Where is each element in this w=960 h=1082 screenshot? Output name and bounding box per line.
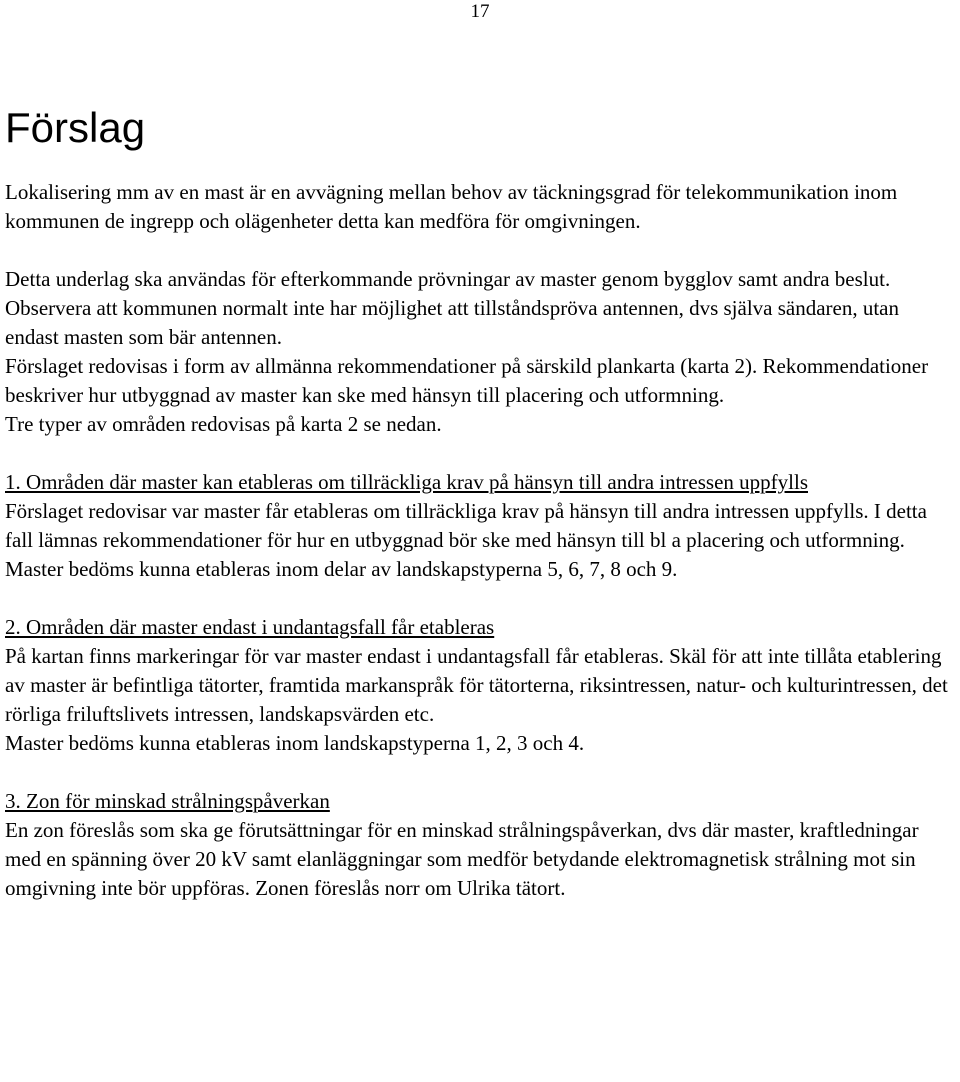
document-body — [5, 178, 955, 903]
intro-paragraph-1: Lokalisering mm av en mast är en avvägning mellan behov av täckningsgrad för telekommunikation inom kommunen de ingrepp och olägenheter detta kan medföra för omgivningen. — [5, 180, 898, 233]
page-title: Förslag — [5, 104, 146, 151]
paragraph-gap — [5, 236, 955, 265]
section-1-heading: 1. Områden där master kan etableras om tillräckliga krav på hänsyn till andra intressen uppfylls — [5, 470, 808, 494]
section-1-note: Master bedöms kunna etableras inom delar av landskapstyperna 5, 6, 7, 8 och 9. — [5, 557, 678, 581]
page-number: 17 — [470, 1, 490, 22]
section-1-body: Förslaget redovisar var master får etableras om tillräckliga krav på hänsyn till andra intressen uppfylls. I detta fall lämnas rekommendationer för hur en utbyggnad bör ske med hänsyn till bl a placering och utformning. — [5, 499, 927, 552]
paragraph-gap — [5, 439, 955, 468]
section-2-body: På kartan finns markeringar för var master endast i undantagsfall får etableras. Skäl för att inte tillåta etablering av master är befintliga tätorter, framtida markanspråk för tätorterna, riksintressen, natur- och kulturintressen, det rörliga friluftslivets intressen, landskapsvärden etc. — [5, 644, 948, 726]
paragraph-gap — [5, 758, 955, 787]
intro-paragraph-4: Tre typer av områden redovisas på karta 2 se nedan. — [5, 412, 442, 436]
section-3-body: En zon föreslås som ska ge förutsättningar för en minskad strålningspåverkan, dvs där master, kraftledningar med en spänning över 20 kV samt elanläggningar som medför betydande elektromagnetisk strålning mot sin omgivning inte bör uppföras. Zonen föreslås norr om Ulrika tätort. — [5, 818, 919, 900]
section-2-note: Master bedöms kunna etableras inom landskapstyperna 1, 2, 3 och 4. — [5, 731, 585, 755]
intro-paragraph-2: Detta underlag ska användas för efterkommande prövningar av master genom bygglov samt andra beslut. Observera att kommunen normalt inte har möjlighet att tillståndspröva antennen, dvs själva sändaren, utan endast masten som bär antennen. — [5, 267, 900, 349]
section-3-heading: 3. Zon för minskad strålningspåverkan — [5, 789, 330, 813]
intro-paragraph-3: Förslaget redovisas i form av allmänna rekommendationer på särskild plankarta (karta 2). Rekommendationer beskriver hur utbyggnad av master kan ske med hänsyn till placering och utformning. — [5, 354, 929, 407]
section-2-heading: 2. Områden där master endast i undantagsfall får etableras — [5, 615, 495, 639]
paragraph-gap — [5, 584, 955, 613]
